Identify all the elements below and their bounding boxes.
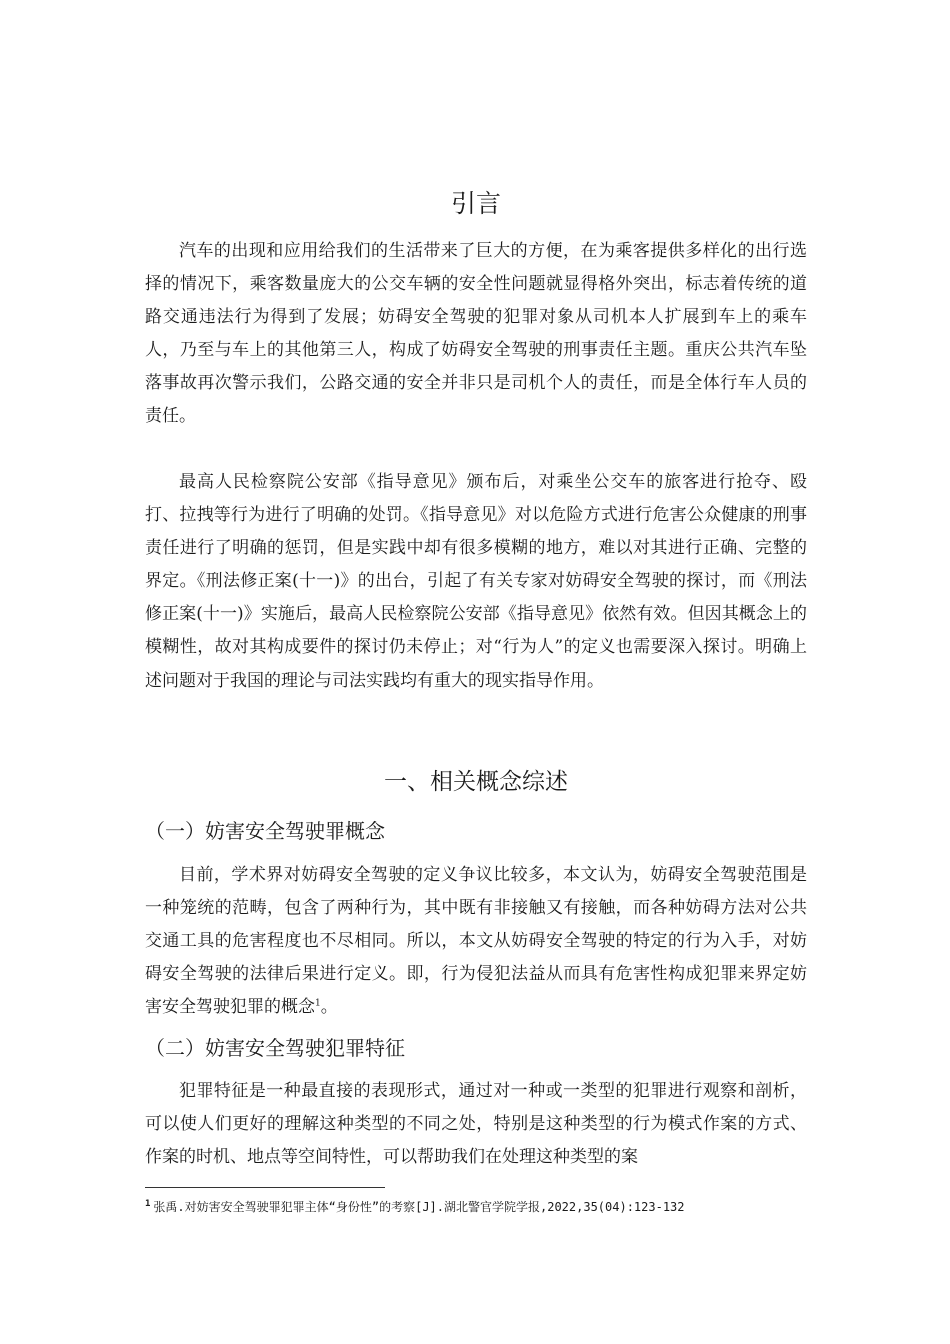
subsection-1-paragraph xyxy=(145,859,807,1024)
footnote-reference[interactable]: 1 xyxy=(315,998,321,1009)
subsection-2-heading: （二）妨害安全驾驶犯罪特征 xyxy=(145,1036,405,1060)
subsection-2-paragraph: 犯罪特征是一种最直接的表现形式，通过对一种或一类型的犯罪进行观察和剖析，可以使人们更好的理解这种类型的不同之处，特别是这种类型的行为模式作案的方式、作案的时机、地点等空间特性，可以帮助我们在处理这种类型的案 xyxy=(145,1081,807,1168)
section-1-heading: 一、相关概念综述 xyxy=(384,769,568,795)
subsection-1-heading: （一）妨害安全驾驶罪概念 xyxy=(145,819,385,843)
footnote-text: 张禹.对妨害安全驾驶罪犯罪主体“身份性”的考察[J].湖北警官学院学报,2022,35(04):123-132 xyxy=(153,1200,685,1214)
footnote-number: 1 xyxy=(145,1199,151,1209)
intro-paragraph-2: 最高人民检察院公安部《指导意见》颁布后，对乘坐公交车的旅客进行抢夺、殴打、拉拽等行为进行了明确的处罚。《指导意见》对以危险方式进行危害公众健康的刑事责任进行了明确的惩罚，但是实践中却有很多模糊的地方，难以对其进行正确、完整的界定。《刑法修正案(十一)》的出台，引起了有关专家对妨碍安全驾驶的探讨，而《刑法修正案(十一)》实施后，最高人民检察院公安部《指导意见》依然有效。但因其概念上的模糊性，故对其构成要件的探讨仍未停止；对“行为人”的定义也需要深入探讨。明确上述问题对于我国的理论与司法实践均有重大的现实指导作用。 xyxy=(145,472,807,691)
subsection-1-text: 目前，学术界对妨碍安全驾驶的定义争议比较多，本文认为，妨碍安全驾驶范围是一种笼统的范畴，包含了两种行为，其中既有非接触又有接触，而各种妨碍方法对公共交通工具的危害程度也不尽相同。所以，本文从妨碍安全驾驶的特定的行为入手，对妨碍安全驾驶的法律后果进行定义。即，行为侵犯法益从而具有危害性构成犯罪来界定妨害安全驾驶犯罪的概念 xyxy=(145,865,807,1018)
subsection-1-text-end: 。 xyxy=(320,997,338,1018)
intro-paragraph-1: 汽车的出现和应用给我们的生活带来了巨大的方便，在为乘客提供多样化的出行选择的情况下，乘客数量庞大的公交车辆的安全性问题就显得格外突出，标志着传统的道路交通违法行为得到了发展；妨碍安全驾驶的犯罪对象从司机本人扩展到车上的乘车人，乃至与车上的其他第三人，构成了妨碍安全驾驶的刑事责任主题。重庆公共汽车坠落事故再次警示我们，公路交通的安全并非只是司机个人的责任，而是全体行车人员的责任。 xyxy=(145,241,807,427)
footnote-divider xyxy=(145,1187,385,1188)
intro-heading: 引言 xyxy=(450,189,501,218)
footnote xyxy=(145,1194,825,1217)
